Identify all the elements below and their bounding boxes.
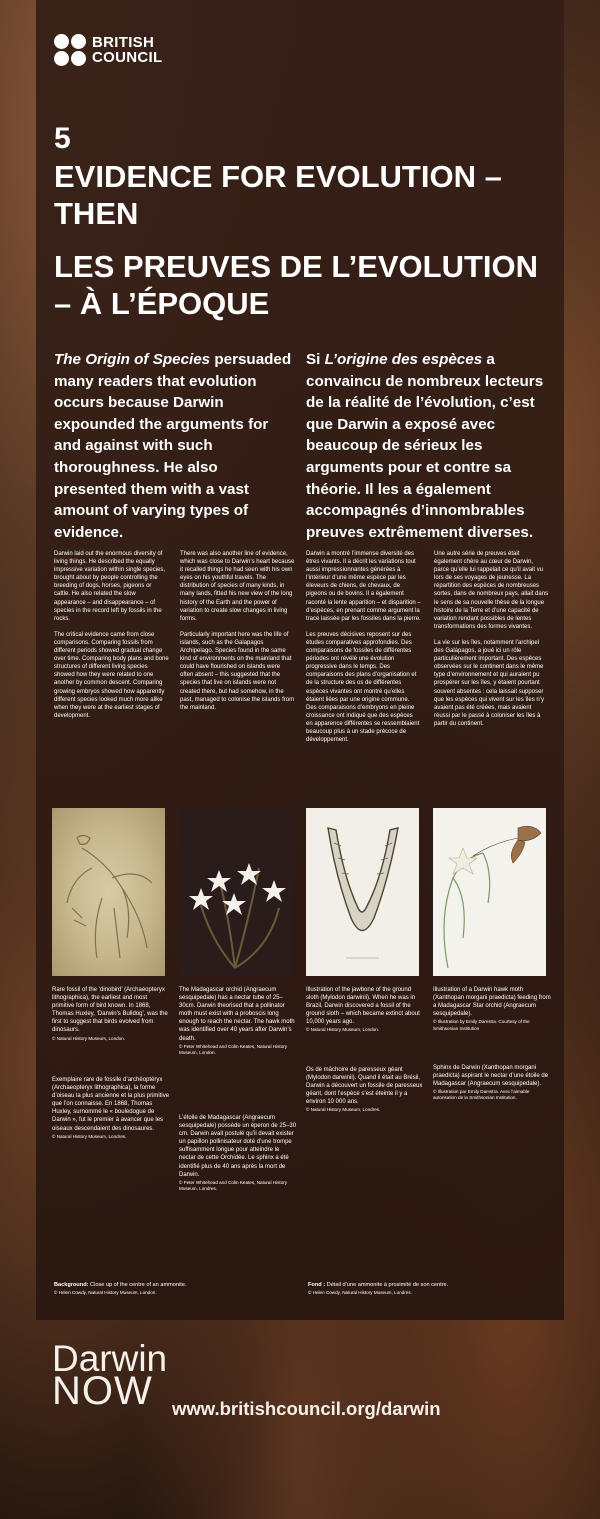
caption-credit: © Illustration by Emily Damstra. Courtesy of the Smithsonian Institution	[433, 1019, 530, 1031]
background-note-english	[54, 1282, 294, 1298]
ground-sloth-jawbone-image	[306, 808, 419, 976]
caption-credit: © Natural History Museum, Londres.	[306, 1107, 381, 1113]
caption-english-4	[433, 986, 551, 1032]
caption-french-3	[306, 1066, 424, 1114]
hawk-moth-illustration-image	[433, 808, 546, 976]
intro-french-prefix: Si	[306, 351, 325, 368]
background-label: Fond :	[308, 1282, 326, 1288]
title-french: LES PREUVES DE L’EVOLUTION – À L’ÉPOQUE	[54, 249, 539, 321]
paragraph: Les preuves décisives reposent sur des études comparatives approfondies. Des comparaisons de fossiles de différentes périodes ont révélé une évolution progressive dans le temps. Des comparaisons des plans d’organisation et de la structure des os de différentes espèces vivantes ont montré qu’elles étaient liées par une origine commune. Des comparaisons d’embryons en pleine croissance ont indiqué que des espèces en apparence différentes se ressemblaient beaucoup plus à un stade précoce de développement.	[306, 631, 420, 744]
intro-english-text: persuaded many readers that evolution occurs because Darwin expounded the arguments for and against with such thoroughness. He also presented them with a vast amount of varying types of evidence.	[54, 351, 292, 541]
caption-french-4	[433, 1064, 551, 1102]
background-credit: © Helen Cowdy, Natural History Museum, Londres.	[308, 1290, 412, 1296]
intro-french	[306, 349, 556, 543]
body-column-4	[434, 550, 549, 736]
paragraph: La vie sur les îles, notamment l’archipel des Galápagos, a joué ici un rôle particulièrement important. Des espèces observées sur le continent dans le même type d’environnement et qui auraient pu prospérer sur les îles, y étaient pourtant souvent absentes : cela laissait supposer que les espèces qui vivent sur les îles n’y avaient pas été créées, mais avaient réussi par le passé à coloniser les îles à partir du continent.	[434, 639, 545, 727]
british-council-logo	[54, 34, 162, 66]
title-english: EVIDENCE FOR EVOLUTION – THEN	[54, 159, 502, 231]
logo-dots-icon	[54, 34, 86, 66]
paragraph: Particularly important here was the life of islands, such as the Galapagos Archipelago. Species found in the same kind of environments on the mainland that could have flourished on islands were often absent – this suggested that the species that live on islands were not created there, but had somehow, in the past, managed to colonise the islands from the mainland.	[180, 631, 295, 711]
caption-credit: © Natural History Museum, Londres.	[52, 1133, 127, 1139]
caption-credit: © Natural History Museum, London.	[306, 1027, 380, 1033]
archaeopteryx-fossil-image	[52, 808, 165, 976]
caption-text: Illustration of the jawbone of the ground sloth (Mylodon darwinii). When he was in Brazil, Darwin discovered a fossil of the ground sloth – which became extinct about 10,000 years ago.	[306, 987, 420, 1026]
caption-text: L’étoile de Madagascar (Angraecum sesquipedale) possède un éperon de 25–30 cm. Darwin avait postulé qu’il devait exister un papillon pollinisateur doté d’une trompe suffisamment longue pour atteindre le nectar de cette Orchidée. Le sphinx a été identifié plus de 40 ans après la mort de Darwin.	[179, 1115, 297, 1178]
background-note-french	[308, 1282, 548, 1298]
book-title-english: The Origin of Species	[54, 351, 211, 368]
caption-text: Os de mâchoire de paresseux géant (Mylodon darwinii). Quand il était au Brésil, Darwin a découvert un fossile de paresseux géant, dont l’espèce s’est éteinte il y a environ 10 000 ans.	[306, 1067, 423, 1106]
caption-text: Rare fossil of the ‘dinobird’ (Archaeopteryx lithographica), the earliest and most primitive form of bird known. In 1868, Thomas Huxley, ‘Darwin’s Bulldog’, was the first to suggest that birds evolved from dinosaurs.	[52, 987, 168, 1034]
body-column-3	[306, 550, 421, 752]
website-link[interactable]: www.britishcouncil.org/darwin	[172, 1398, 441, 1419]
caption-french-2	[179, 1114, 297, 1192]
caption-english-1	[52, 986, 170, 1042]
darwin-word: Darwin	[52, 1338, 168, 1379]
intro-english	[54, 349, 292, 543]
paragraph: Darwin a montré l’immense diversité des êtres vivants. Il a décrit les variations tout aussi impressionnantes générées à l’intérieur d’une même espèce par les éleveurs de chiens, de chevaux, de pigeons ou de bovins. Il a également raconté la lente apparition – et disparition – d’espèces, en prenant comme argument la trace laissée par les fossiles dans la pierre.	[306, 551, 421, 622]
darwin-now-logo	[52, 1338, 168, 1413]
caption-english-3	[306, 986, 424, 1034]
caption-english-2	[179, 986, 297, 1056]
section-number: 5	[54, 122, 71, 155]
caption-text: Illustration of a Darwin hawk moth (Xanthopan morgani praedicta) feeding from a Madagascar Star orchid (Angraecum sesquipedale).	[433, 987, 551, 1018]
paragraph: Une autre série de preuves était également chère au cœur de Darwin, parce qu’elle lui rappelait ce qu’il avait vu lors de ses voyages de jeunesse. La répartition des espèces de nombreuses sortes, dans de nombreux pays, allait dans le sens de sa nouvelle thèse de la longue histoire de la Terre et d’une capacité de variation rendant possibles de lentes transformations des formes vivantes.	[434, 551, 549, 630]
background-text: Détail d’une ammonite à proximité de son centre.	[325, 1282, 449, 1288]
background-text: Close up of the centre of an ammonite.	[88, 1282, 187, 1288]
background-credit: © Helen Cowdy, Natural History Museum, London.	[54, 1290, 157, 1296]
caption-text: The Madagascar orchid (Angraecum sesquipedale) has a nectar tube of 25–30cm. Darwin theorised that a pollinator moth must exist with a proboscis long enough to reach the nectar. The hawk moth was identified over 40 years after Darwin’s death.	[179, 987, 295, 1042]
caption-credit: © Peter Whitehead and Colin Keates, Natural History Museum, Londres.	[179, 1179, 288, 1191]
caption-french-1	[52, 1076, 170, 1140]
paragraph: There was also another line of evidence, which was close to Darwin’s heart because it recalled things he had seen with his own eyes on his youthful travels. The distribution of species of many kinds, in many lands, fitted his new view of the long history of the Earth and the power of variation to create slow changes in living forms.	[180, 551, 295, 622]
madagascar-orchid-image	[179, 808, 292, 976]
background-label: Background:	[54, 1282, 89, 1288]
logo-line-2: COUNCIL	[92, 49, 163, 66]
paragraph: The critical evidence came from close comparisons. Comparing fossils from different periods showed gradual change over time. Comparing body plans and bone structures of different living species showed how they were related to one another by common descent. Comparing growing embryos showed how apparently different species looked much more alike when they were at the earliest stages of development.	[54, 631, 169, 719]
intro-french-text: a convaincu de nombreux lecteurs de la réalité de l’évolution, c’est que Darwin a exposé avec beaucoup de sérieux les arguments pour et contre sa théorie. Il les a également accompagnés d’innombrables preuves extrêmement diverses.	[306, 351, 544, 541]
body-column-1	[54, 550, 169, 728]
caption-text: Exemplaire rare de fossile d’archéoptéryx (Archaeopteryx lithographica), la forme d’oiseau la plus ancienne et la plus primitive que l’on connaisse. En 1868, Thomas Huxley, surnommé le « bouledogue de Darwin », fut le premier à avancer que les oiseaux descendaient des dinosaures.	[52, 1077, 170, 1132]
caption-text: Sphinx de Darwin (Xanthopan morgani praedicta) aspirant le nectar d’une étoile de Madagascar (Angraecum sesquipedale).	[433, 1065, 549, 1088]
caption-credit: © Natural History Museum, London.	[52, 1035, 126, 1041]
body-column-2	[180, 550, 295, 720]
logo-line-1: BRITISH	[92, 34, 155, 51]
caption-credit: © Illustration par Emily Damstra. Avec l’aimable autorisation de la Smithsonian Institution.	[433, 1089, 530, 1101]
book-title-french: L’origine des espèces	[324, 351, 483, 368]
paragraph: Darwin laid out the enormous diversity of living things. He described the equally impressive variation within single species, brought about by people controlling the breeding of dogs, horses, pigeons or cattle. He also related the slow appearance – and disappearance – of species in the record left by fossils in the rocks.	[54, 551, 166, 622]
now-word: NOW	[52, 1369, 153, 1413]
caption-credit: © Peter Whitehead and Colin Keates, Natural History Museum, London.	[179, 1043, 288, 1055]
